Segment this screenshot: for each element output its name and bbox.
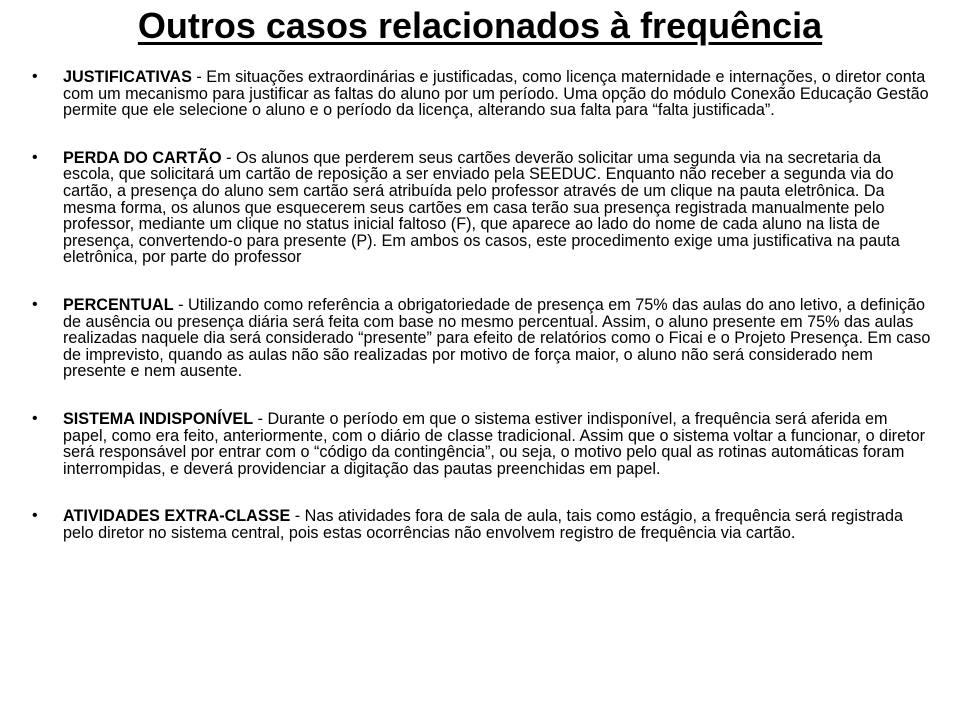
bullet-icon: • <box>32 409 38 427</box>
bullet-list <box>32 69 932 541</box>
bullet-heading: JUSTIFICATIVAS <box>63 68 192 86</box>
bullet-text: - Nas atividades fora de sala de aula, tais como estágio, a frequência será registrada pelo diretor no sistema central, pois estas ocorrências não envolvem registro de frequência via cartão. <box>63 507 904 542</box>
bullet-icon: • <box>32 507 38 525</box>
bullet-item-justificativas <box>32 69 932 119</box>
bullet-item-atividades-extra-classe <box>32 508 932 541</box>
bullet-icon: • <box>32 148 38 166</box>
slide-title: Outros casos relacionados à frequência <box>137 5 823 46</box>
bullet-heading: PERCENTUAL <box>63 295 174 314</box>
bullet-heading: SISTEMA INDISPONÍVEL <box>63 409 254 428</box>
bullet-item-perda-do-cartao <box>32 150 932 266</box>
bullet-icon: • <box>32 68 38 85</box>
bullet-icon: • <box>32 295 38 313</box>
bullet-heading: PERDA DO CARTÃO <box>63 148 222 167</box>
bullet-text: - Em situações extraordinárias e justificadas, como licença maternidade e internações, o diretor conta com um mecanismo para justificar as faltas do aluno por um período. Uma opção do módulo Conexão Educação Gestão permite que ele selecione o aluno e o período da licença, alterando sua falta para “falta justificada”. <box>63 68 929 120</box>
bullet-item-sistema-indisponivel <box>32 411 932 477</box>
bullet-text: - Durante o período em que o sistema estiver indisponível, a frequência será aferida em papel, como era feito, anteriormente, com o diário de classe tradicional. Assim que o sistema voltar a funcionar, o diretor será responsável por entrar com o “código da contingência”, ou seja, o motivo pelo qual as rotinas automáticas foram interrompidas, e deverá providenciar a digitação das pautas preenchidas em papel. <box>63 409 925 478</box>
bullet-item-percentual <box>32 297 932 380</box>
bullet-heading: ATIVIDADES EXTRA-CLASSE <box>63 507 291 526</box>
bullet-text: - Utilizando como referência a obrigatoriedade de presença em 75% das aulas do ano letivo, a definição de ausência ou presença diária será feita com base no mesmo percentual. Assim, o aluno presente em 75% das aulas realizadas naquele dia será considerado “presente” para efeito de relatórios como o Ficai e o Projeto Presença. Em caso de imprevisto, quando as aulas não são realizadas por motivo de força maior, o aluno não será considerado nem presente e nem ausente. <box>63 295 931 381</box>
bullet-text: - Os alunos que perderem seus cartões deverão solicitar uma segunda via na secretaria da escola, que solicitará um cartão de reposição a ser enviado pela SEEDUC. Enquanto não receber a segunda via do cartão, a presença do aluno sem cartão será atribuída pelo professor através de um clique na pauta eletrônica. Da mesma forma, os alunos que esquecerem seus cartões em casa terão sua presença registrada manualmente pelo professor, mediante um clique no status inicial faltoso (F), que aparece ao lado do nome de cada aluno na lista de presença, convertendo-o para presente (P). Em ambos os casos, este procedimento exige uma justificativa na pauta eletrônica, por parte do professor <box>63 148 900 267</box>
